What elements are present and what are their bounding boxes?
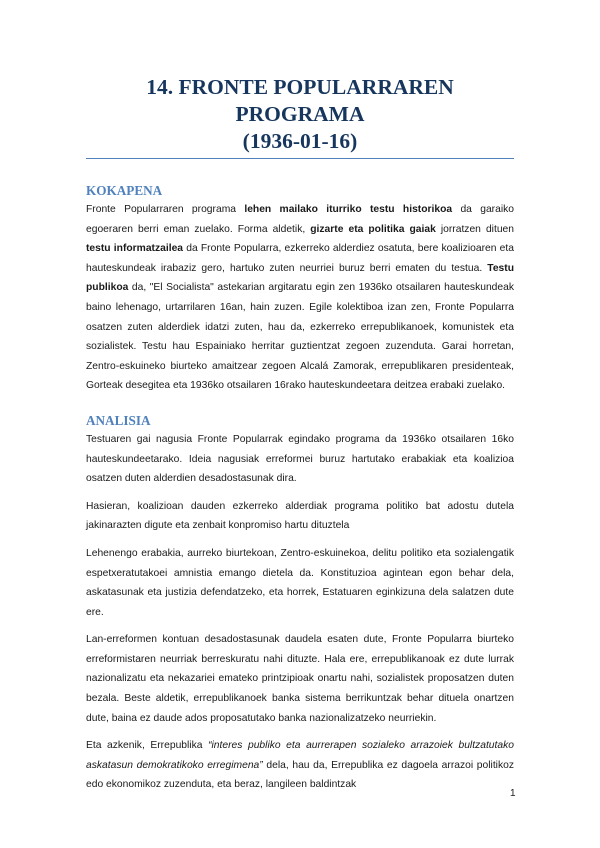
text-run: jorratzen dituen xyxy=(435,223,514,235)
bold-run: Testu publikoa xyxy=(86,262,514,294)
text-run: Fronte Popularraren programa xyxy=(86,204,245,215)
section-heading-kokapena: KOKAPENA xyxy=(86,183,163,198)
analisia-paragraph-4: Lan-erreformen kontuan desadostasunak daudela esaten dute, Fronte Popularra biurteko erreformistaren neurriak berreskuratu nahi dituzte. Hala ere, errepublikanoak ez dute lurrak nazionalizatu eta nekazariei emateko printzipioak onartu nahi, sozialistek proposatzen duten bezala. Beste aldetik, errepublikanoek banka sistema berrikuntzak behar dituela onartzen dute, baina ez daude ados proposatutako banka nazionalizatzeko neurriekin. xyxy=(86,634,514,724)
document-title xyxy=(86,74,514,155)
text-run: da garaiko egoeraren berri eman zuelako. Forma aldetik, xyxy=(86,204,514,235)
analisia-paragraph-5 xyxy=(86,736,514,795)
document-page xyxy=(86,0,514,795)
analisia-paragraph-3: Lehenengo erabakia, aurreko biurtekoan, Zentro-eskuinekoa, delitu politiko eta sozialengatik espetxeratutakoei amnistia emango dietela da. Konstituzioa agintean egon behar dela, askatasunak eta justizia defendatzeko, eta horrek, Estatuaren eginkizuna dela salatzen dute ere. xyxy=(86,547,514,618)
text-run: da Fronte Popularra, ezkerreko alderdiez osatuta, bere koalizioaren eta hauteskundeak irabaziz gero, hartuko zuten neurriei buruz berri ematen du testua. xyxy=(86,243,514,274)
text-run: da, "El Socialista" astekarian argitaratu egin zen 1936ko otsailaren hauteskundeak baino lehenago, urtarrilaren 16an, hain zuzen. Egile kolektiboa izan zen, Fronte Popularra osatzen zuten alderdiek idatzi zuten, hau da, ezkerreko errepublikanoek, komunistek eta sozialistek. Testu hau Espainiako herritar guztientzat zegoen zuzenduta. Garai horretan, Zentro-eskuineko biurteko amaitzear zegoen Alcalá Zamorak, errepublikaren presidenteak, Gorteak desegitea eta 1936ko otsailaren 16rako hauteskundeetara deitzea erabaki zuelako. xyxy=(86,282,514,392)
title-line-1: 14. FRONTE POPULARRAREN PROGRAMA xyxy=(146,75,454,126)
analisia-paragraph-1: Testuaren gai nagusia Fronte Popularrak egindako programa da 1936ko otsailaren 16ko hauteskundeetarako. Ideia nagusiak erreformei buruz hartutako erabakiak eta koalizioa osatzen duten alderdien desadostasunak dira. xyxy=(86,433,514,485)
italic-quote: “interes publiko eta aurrerapen sozialeko arrazoiek bultzatutako askatasun demokratikoko erregimena” xyxy=(86,740,514,771)
analisia-paragraph-2: Hasieran, koalizioan dauden ezkerreko alderdiak programa politiko bat adostu dutela jakinarazten digute eta zenbait konpromiso hartu dituztela xyxy=(86,500,514,532)
section-heading-analisia: ANALISIA xyxy=(86,412,151,428)
text-run: dela, hau da, Errepublika ez dagoela arrazoi politikoz edo ekonomikoz zuzenduta, eta beraz, langileen baldintzak xyxy=(86,759,514,791)
bold-run: lehen mailako iturriko testu historikoa xyxy=(244,204,453,215)
kokapena-paragraph xyxy=(86,200,514,396)
bold-run: testu informatzailea xyxy=(86,243,184,255)
title-line-2: (1936-01-16) xyxy=(242,129,358,153)
bold-run: gizarte eta politika gaiak xyxy=(310,223,436,235)
page-number: 1 xyxy=(510,788,516,799)
text-run: Eta azkenik, Errepublika xyxy=(86,740,209,752)
title-underline xyxy=(86,158,514,159)
